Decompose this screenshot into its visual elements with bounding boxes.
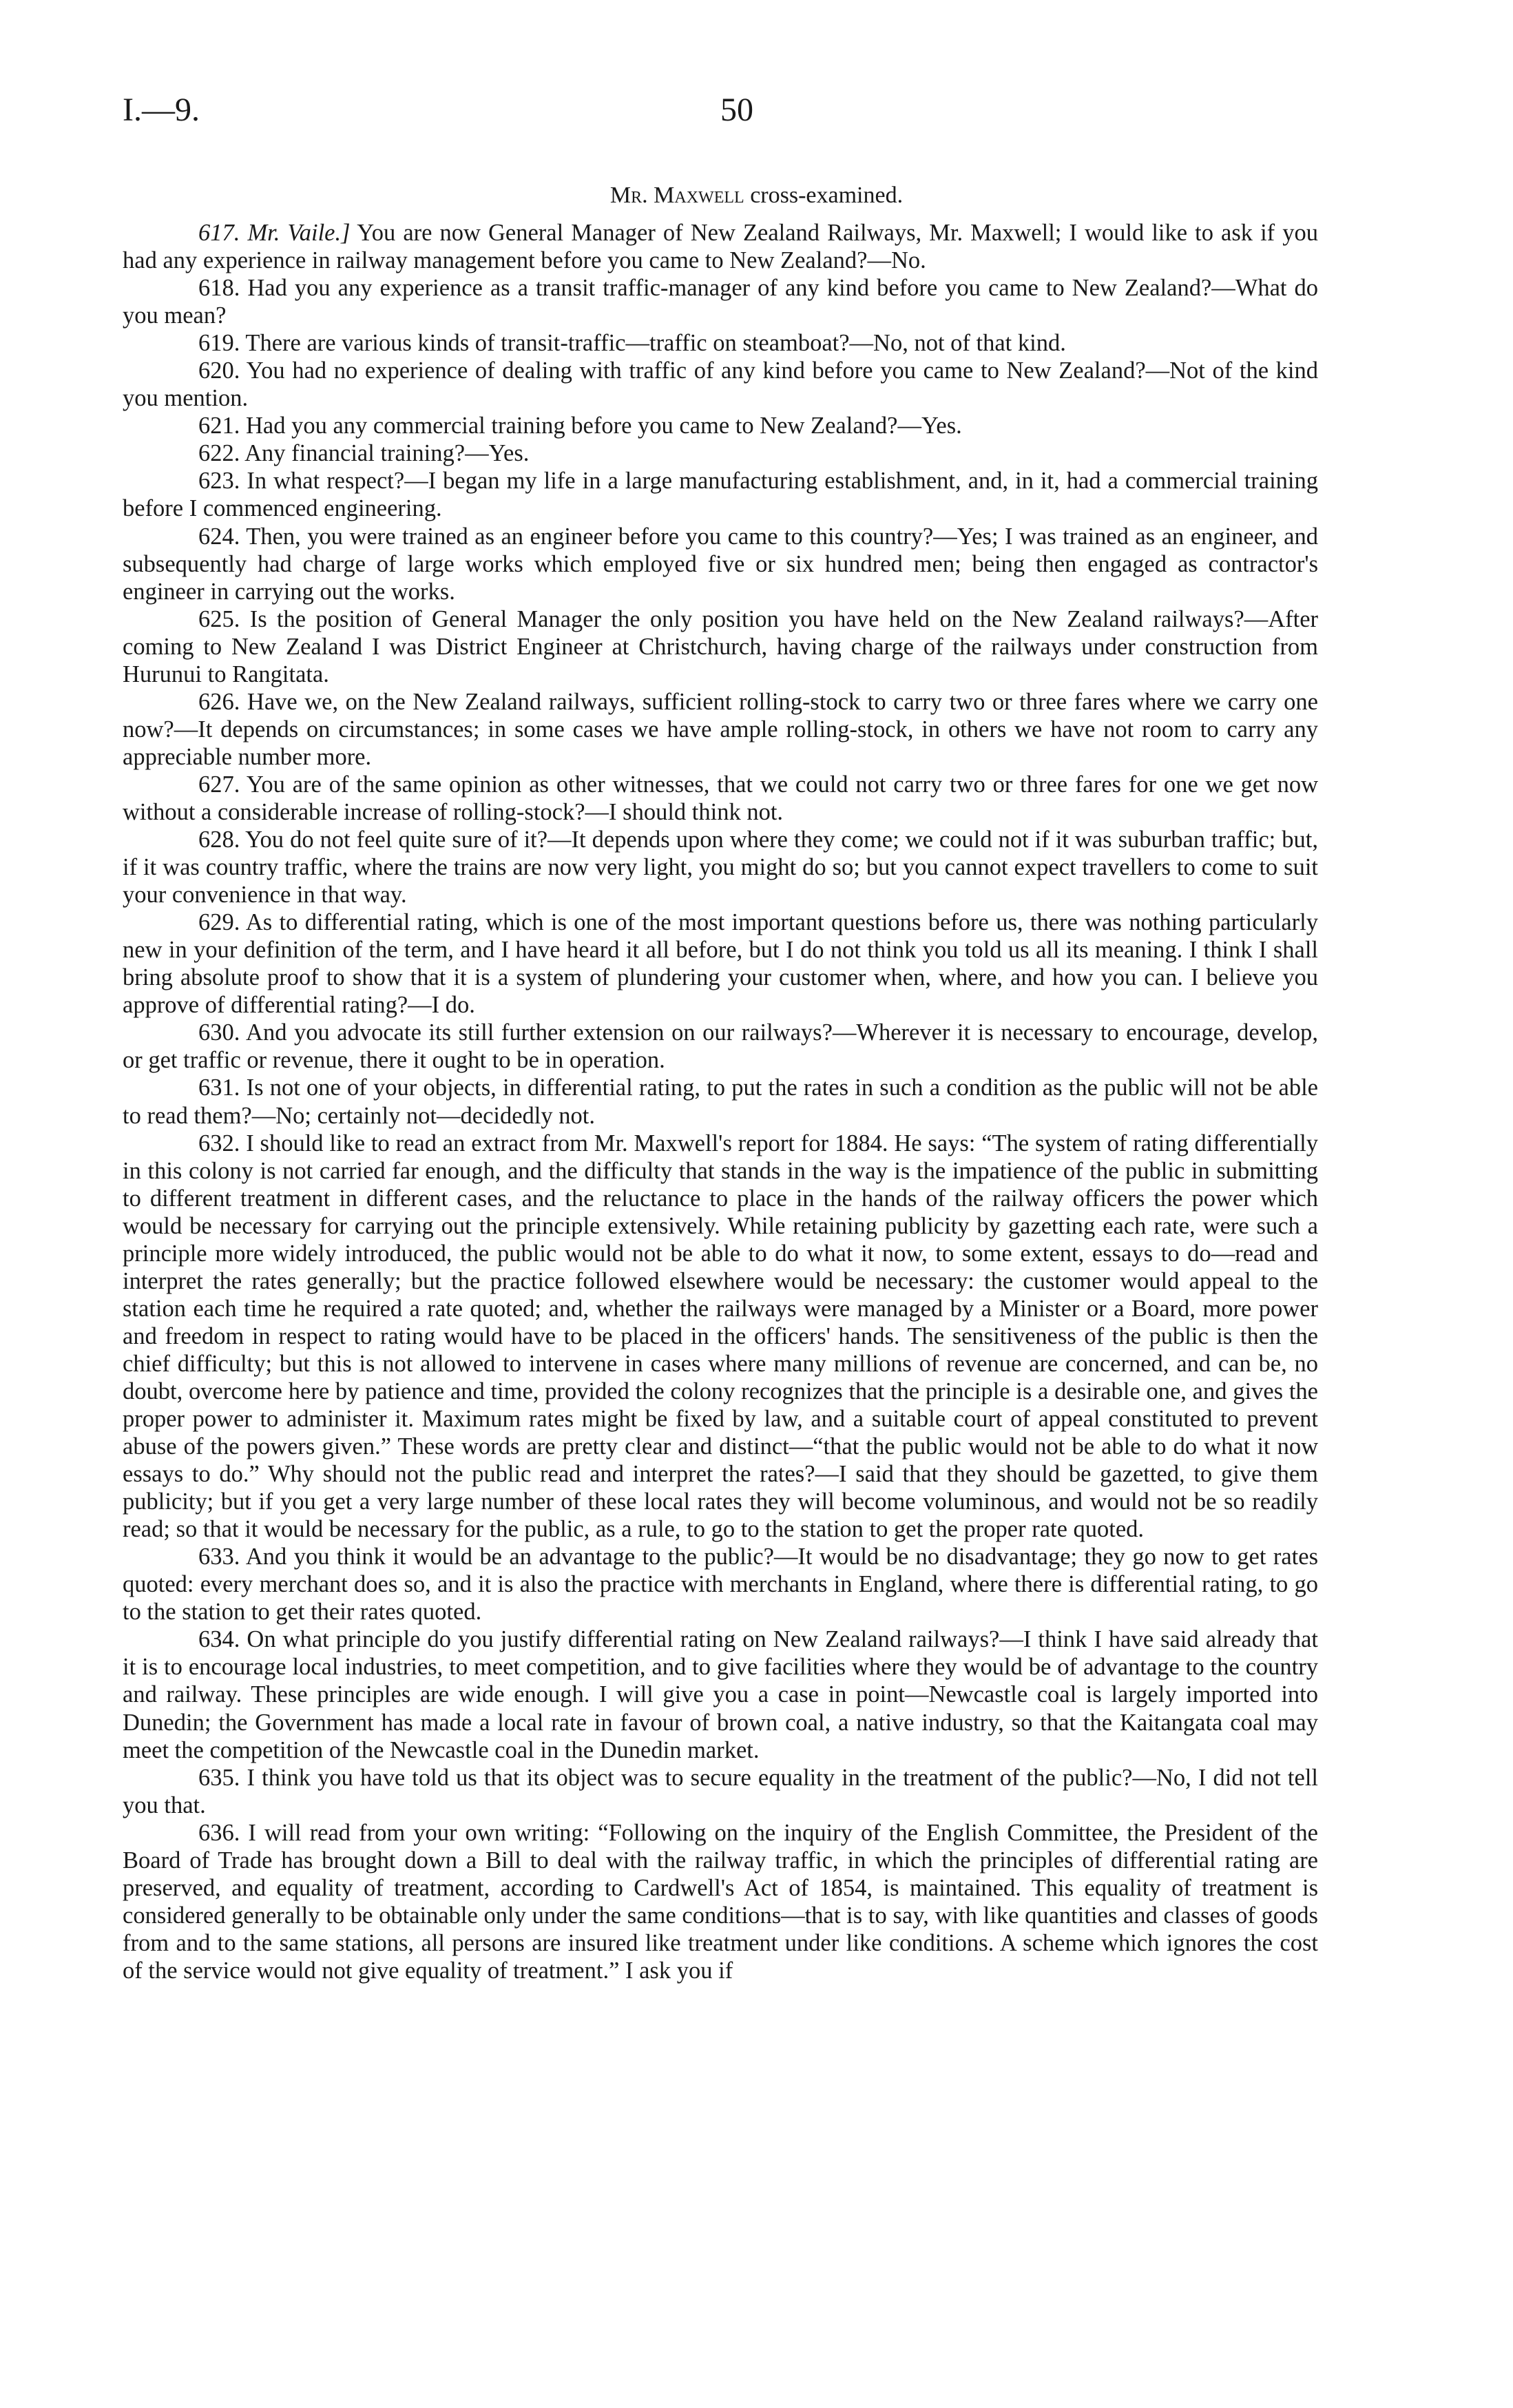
testimony-paragraph <box>123 219 1318 274</box>
testimony-paragraph <box>123 688 1318 771</box>
paragraph-text: 622. Any financial training?—Yes. <box>198 440 530 467</box>
testimony-paragraph <box>123 523 1318 605</box>
witness-name: Mr. Maxwell <box>609 183 744 208</box>
testimony-paragraph <box>123 1019 1318 1074</box>
testimony-paragraph <box>123 1626 1318 1763</box>
paragraph-text: 619. There are various kinds of transit-traffic—traffic on steamboat?—No, not of that kind. <box>198 330 1066 357</box>
section-heading <box>0 180 1513 211</box>
paragraph-text: 624. Then, you were trained as an engineer before you came to this country?—Yes; I was trained as an engineer, and subsequently had charge of large works which employed five or six hundred men; being then engaged as contractor's engineer in carrying out the works. <box>123 523 1318 605</box>
paragraph-text: 621. Had you any commercial training before you came to New Zealand?—Yes. <box>198 413 962 439</box>
paragraph-text: 627. You are of the same opinion as other witnesses, that we could not carry two or three fares for one we get now without a considerable increase of rolling-stock?—I should think not. <box>123 771 1318 825</box>
paragraph-text: 629. As to differential rating, which is one of the most important questions before us, there was nothing particularly new in your definition of the term, and I have heard it all before, but I do not think you told us all its meaning. I think I shall bring absolute proof to show that it is a system of plundering your customer when, where, and how you can. I believe you approve of differential rating?—I do. <box>123 909 1318 1019</box>
testimony-paragraph <box>123 357 1318 412</box>
testimony-paragraph <box>123 467 1318 522</box>
testimony-paragraph <box>123 274 1318 329</box>
paragraph-text: 633. And you think it would be an advantage to the public?—It would be no disadvantage; they go now to get rates quoted: every merchant does so, and it is also the practice with merchants in England, where there is differential rating, to go to the station to get their rates quoted. <box>123 1544 1318 1626</box>
testimony-paragraph <box>123 1819 1318 1984</box>
paragraph-text: 630. And you advocate its still further extension on our railways?—Wherever it is necessary to encourage, develop, or get traffic or revenue, there it ought to be in operation. <box>123 1019 1318 1074</box>
testimony-paragraph <box>123 329 1318 357</box>
testimony-body <box>123 219 1318 1984</box>
paragraph-text: 626. Have we, on the New Zealand railways, sufficient rolling-stock to carry two or three fares where we carry one now?—It depends on circumstances; in some cases we have ample rolling-stock, in others we have not room to carry any appreciable number more. <box>123 688 1318 770</box>
heading-suffix: cross-examined. <box>750 183 904 208</box>
paragraph-text: 620. You had no experience of dealing with traffic of any kind before you came to New Zealand?—Not of the kind you mention. <box>123 357 1318 412</box>
testimony-paragraph <box>123 1543 1318 1626</box>
document-code: I.—9. <box>123 92 200 128</box>
paragraph-text: You are now General Manager of New Zealand Railways, Mr. Maxwell; I would like to ask if you had any experience in railway management before you came to New Zealand?—No. <box>123 220 1318 274</box>
testimony-paragraph <box>123 771 1318 826</box>
testimony-paragraph <box>123 1130 1318 1544</box>
paragraph-text: 618. Had you any experience as a transit traffic-manager of any kind before you came to New Zealand?—What do you mean? <box>123 275 1318 329</box>
testimony-paragraph <box>123 826 1318 909</box>
paragraph-text: 636. I will read from your own writing: “Following on the inquiry of the English Committee, the President of the Board of Trade has brought down a Bill to deal with the railway traffic, in which the principles of differential rating are preserved, and equality of treatment, according to Cardwell's Act of 1854, is maintained. This equality of treatment is considered generally to be obtainable only under the same conditions—that is to say, with like quantities and classes of goods from and to the same stations, all persons are insured like treatment under like conditions. A scheme which ignores the cost of the service would not give equality of treatment.” I ask you if <box>123 1819 1318 1984</box>
testimony-paragraph <box>123 439 1318 467</box>
testimony-paragraph <box>123 412 1318 439</box>
testimony-paragraph <box>123 605 1318 688</box>
paragraph-text: 631. Is not one of your objects, in differential rating, to put the rates in such a condition as the public will not be able to read them?—No; certainly not—decidedly not. <box>123 1075 1318 1129</box>
paragraph-text: 623. In what respect?—I began my life in a large manufacturing establishment, and, in it, had a commercial training before I commenced engineering. <box>123 468 1318 522</box>
paragraph-text: 635. I think you have told us that its object was to secure equality in the treatment of the public?—No, I did not tell you that. <box>123 1764 1318 1818</box>
page-number: 50 <box>720 92 753 128</box>
testimony-paragraph <box>123 1074 1318 1129</box>
paragraph-text: 634. On what principle do you justify differential rating on New Zealand railways?—I think I have said already that it is to encourage local industries, to meet competition, and to give facilities where they would be of advantage to the country and railway. These principles are wide enough. I will give you a case in point—Newcastle coal is largely imported into Dunedin; the Government has made a local rate in favour of brown coal, a native industry, so that the Kaitangata coal may meet the competition of the Newcastle coal in the Dunedin market. <box>123 1626 1318 1763</box>
paragraph-text: 632. I should like to read an extract from Mr. Maxwell's report for 1884. He says: “The system of rating differentially in this colony is not carried far enough, and the difficulty that stands in the way is the impatience of the public in submitting to different treatment in different cases, and the reluctance to place in the hands of the railway officers the power which would be necessary for carrying out the principle extensively. While retaining publicity by gazetting each rate, were such a principle more widely introduced, the public would not be able to do what it now, to some extent, essays to do—read and interpret the rates generally; but the practice followed elsewhere would be necessary: the customer would appeal to the station each time he required a rate quoted; and, whether the railways were managed by a Minister or a Board, more power and freedom in respect to rating would have to be placed in the officers' hands. The sensitiveness of the public is then the chief difficulty; but this is not allowed to intervene in cases where many millions of revenue are concerned, and can be, no doubt, overcome here by patience and time, provided the colony recognizes that the principle is a desirable one, and gives the proper power to administer it. Maximum rates might be fixed by law, and a suitable court of appeal constituted to prevent abuse of the powers given.” These words are pretty clear and distinct—“that the public would not be able to do what it now essays to do.” Why should not the public read and interpret the rates?—I said that they should be gazetted, to give them publicity; but if you get a very large number of these local rates they will become voluminous, and would not be so readily read; so that it would be necessary for the public, as a rule, to go to the station to get the proper rate quoted. <box>123 1130 1318 1543</box>
testimony-paragraph <box>123 909 1318 1019</box>
paragraph-text: 625. Is the position of General Manager the only position you have held on the New Zealand railways?—After coming to New Zealand I was District Engineer at Christchurch, having charge of the railways under construction from Hurunui to Rangitata. <box>123 605 1318 687</box>
questioner-lead: 617. Mr. Vaile.] <box>198 220 351 246</box>
paragraph-text: 628. You do not feel quite sure of it?—It depends upon where they come; we could not if it was suburban traffic; but, if it was country traffic, where the trains are now very light, you might do so; but you cannot expect travellers to come to suit your convenience in that way. <box>123 827 1318 909</box>
testimony-paragraph <box>123 1764 1318 1819</box>
